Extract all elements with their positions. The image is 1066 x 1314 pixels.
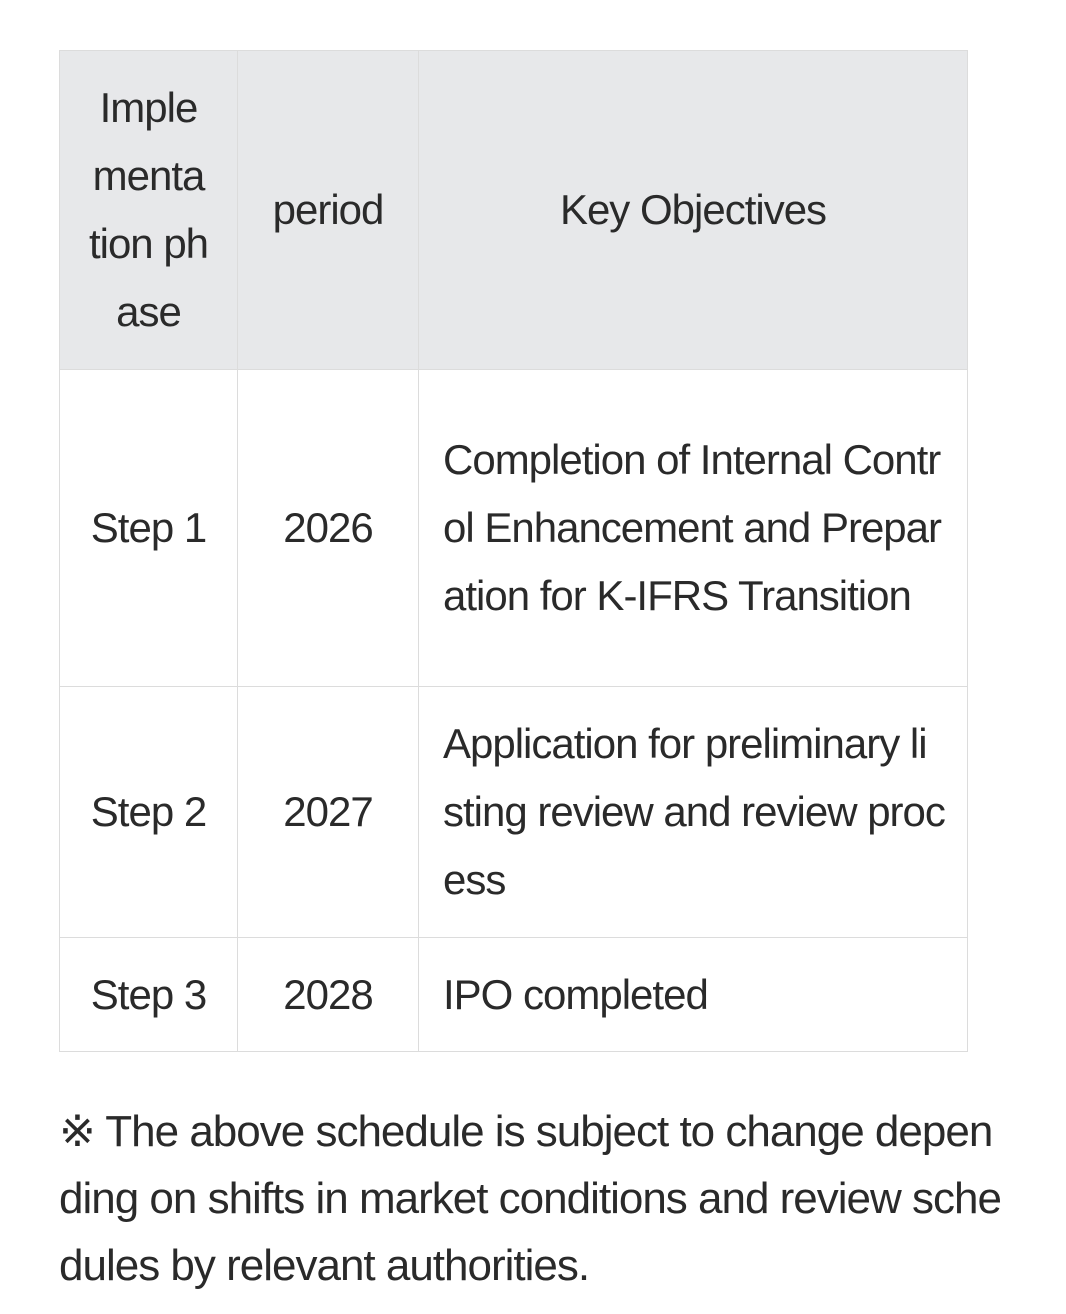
header-row bbox=[60, 51, 968, 370]
header-period: period bbox=[238, 51, 419, 370]
cell-period: 2027 bbox=[238, 687, 419, 938]
cell-phase: Step 3 bbox=[60, 938, 238, 1052]
cell-objectives: Completion of Internal Control Enhancement and Preparation for K-IFRS Transition bbox=[419, 370, 968, 687]
cell-phase: Step 2 bbox=[60, 687, 238, 938]
schedule-note: ※ The above schedule is subject to change depending on shifts in market conditions and review schedules by relevant authorities. bbox=[59, 1107, 1001, 1290]
table-row bbox=[60, 687, 968, 938]
header-objectives: Key Objectives bbox=[419, 51, 968, 370]
table-body bbox=[60, 370, 968, 1052]
table-header bbox=[60, 51, 968, 370]
cell-period: 2028 bbox=[238, 938, 419, 1052]
table-row bbox=[60, 938, 968, 1052]
header-phase bbox=[60, 51, 238, 370]
cell-objectives: Application for preliminary listing review and review process bbox=[419, 687, 968, 938]
header-phase-label: Implementation phase bbox=[88, 84, 209, 335]
table-row bbox=[60, 370, 968, 687]
cell-period: 2026 bbox=[238, 370, 419, 687]
cell-phase: Step 1 bbox=[60, 370, 238, 687]
cell-objectives: IPO completed bbox=[419, 938, 968, 1052]
schedule-table bbox=[59, 50, 968, 1052]
